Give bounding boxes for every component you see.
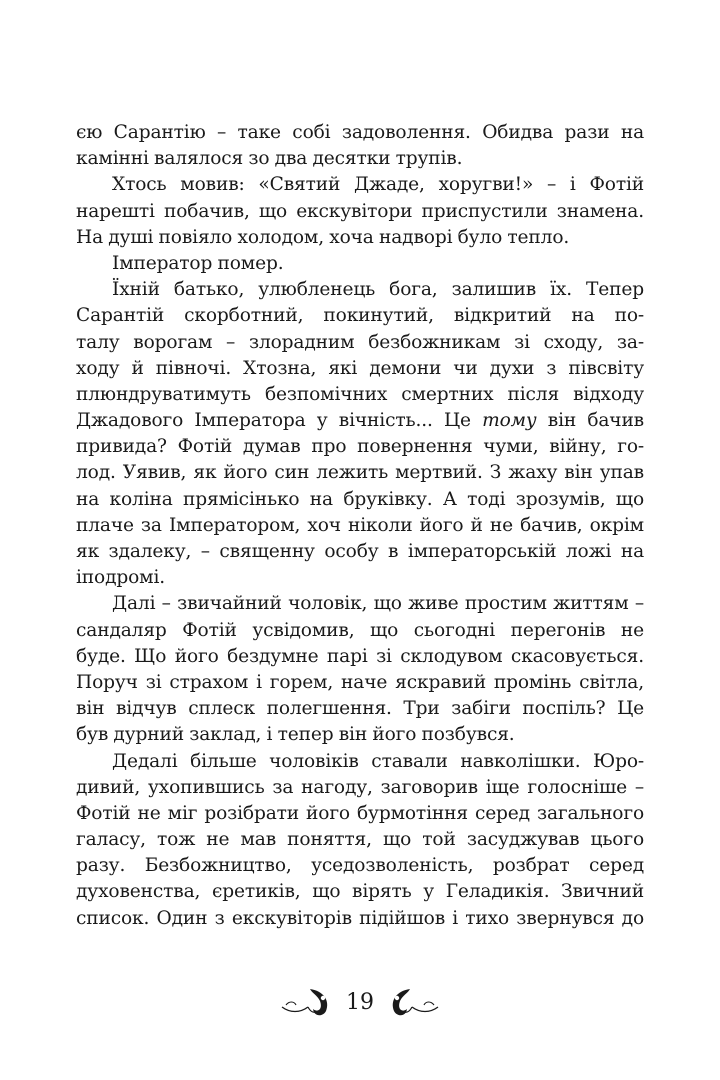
page-body [76,120,644,932]
text-line: сандаляр Фотій усвідомив, що сьогодні перегонів не [76,619,644,641]
text-line: буде. Що його бездумне парі зі склодувом скасовується. [76,645,644,667]
ornament-left-icon [280,985,336,1019]
text-line: Сарантій скорботний, покинутий, відкритий на по- [76,305,644,327]
text-line: На душі повіяло холодом, хоча надворі було тепло. [76,226,570,248]
text-line: привида? Фотій думав про повернення чуми, війну, го- [76,436,644,458]
text-line: на коліна прямісінько на бруківку. А тоді зрозумів, що [76,488,644,510]
text-segment: він бачив [536,410,644,432]
text-line: разу. Безбожництво, уседозволеність, розбрат серед [76,855,644,877]
text-line: іподромі. [76,567,166,589]
text-line: плаче за Імператором, хоч ніколи його й не бачив, окрім [76,514,644,536]
text-line [76,408,644,434]
text-line: лод. Уявив, як його син лежить мертвий. З жаху він упав [76,462,644,484]
text-line: Фотій не міг розібрати його бурмотіння серед загального [76,802,644,824]
text-line: Хтось мовив: «Святий Джаде, хоругви!» – і Фотій [112,174,644,196]
text-line: ходу й півночі. Хтозна, які демони чи духи з півсвіту [76,357,644,379]
text-line: камінні валялося зо два десятки трупів. [76,148,463,170]
text-line: нарешті побачив, що екскувітори приспустили знамена. [76,200,644,222]
text-line: духовенства, єретиків, що вірять у Геладикія. Звичний [76,881,644,903]
text-line: Їхній батько, улюбленець бога, залишив їх. Тепер [112,279,644,301]
text-line: плюндруватимуть безпомічних смертних після відходу [76,383,644,405]
text-line: єю Сарантію – таке собі задоволення. Обидва рази на [76,122,644,143]
text-line: Поруч зі страхом і горем, наче яскравий промінь світла, [76,671,644,693]
ornament-right-icon [384,985,440,1019]
text-line: був дурний заклад, і тепер він його позбувся. [76,724,515,746]
text-line: галасу, тож не мав поняття, що той засуджував цього [76,829,644,851]
page-number: 19 [346,989,374,1015]
text-line: список. Один з екскувіторів підійшов і тихо звернувся до [76,907,644,929]
text-line: Імператор помер. [112,252,284,274]
text-line: як здалеку, – священну особу в імператорській ложі на [76,541,644,562]
page-footer [0,982,720,1022]
text-line: дивий, ухопившись за нагоду, заговорив іще голосніше – [76,776,644,798]
folio [280,985,440,1019]
text-segment: Джадового Імператора у вічність... Це [76,410,483,432]
text-line: він відчув сплеск полегшення. Три забіги поспіль? Це [76,698,644,720]
text-line: Далі – звичайний чоловік, що живе простим життям – [112,593,644,615]
italic-word: тому [482,410,537,432]
text-line: Дедалі більше чоловіків ставали навколішки. Юро- [112,750,644,772]
text-line: талу ворогам – злорадним безбожникам зі сходу, за- [76,331,644,353]
